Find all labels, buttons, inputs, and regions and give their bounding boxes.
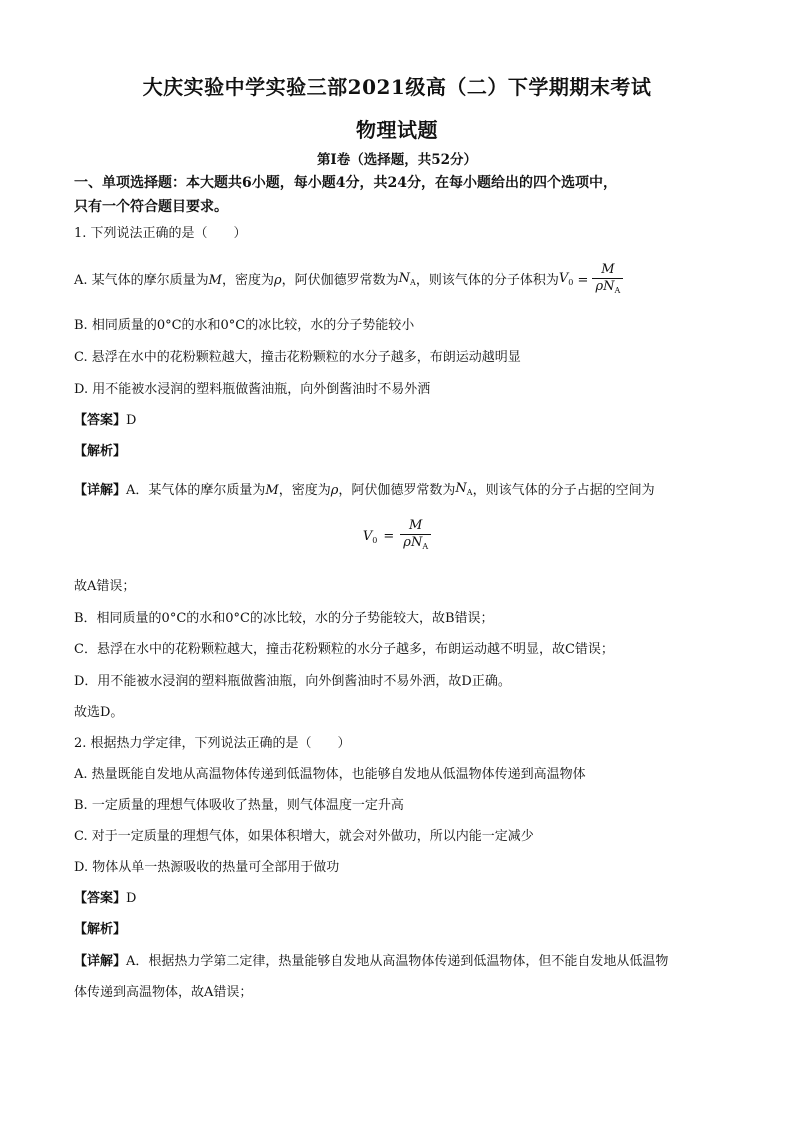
section-heading: 第Ⅰ卷（选择题，共52分） (316, 152, 478, 168)
detail-tag: 【详解】 (74, 483, 127, 498)
q2-analysis-tag: 【解析】 (74, 922, 127, 937)
q1-option-a-rho: ρ (273, 272, 282, 288)
q1-option-a-mid: ，密度为 (221, 272, 274, 288)
q2-detail-a-line2: 体传递到高温物体，故A错误； (74, 985, 253, 1000)
q1-option-b: B. 相同质量的0°C的水和0°C的冰比较，水的分子势能较小 (74, 318, 415, 333)
q1-option-a-mid2: ，阿伏伽德罗常数为 (281, 272, 399, 288)
answer-tag: 【答案】 (74, 413, 127, 428)
instruction-line-1: 一、单项选择题：本大题共6小题，每小题4分，共24分，在每小题给出的四个选项中， (74, 175, 617, 191)
q1-option-a-fraction: $\frac{M}{\rho N_A}$ (592, 262, 623, 299)
q1-final: 故选D。 (74, 705, 124, 720)
q1-detail-a: 【详解】 A．某气体的摩尔质量为 M ，密度为 ρ ，阿伏伽德罗常数为 $N_A$ ，则该气体的分子占据的空间为 (74, 481, 655, 498)
q1-option-a-M: M (208, 272, 222, 288)
q1-stem: 1. 下列说法正确的是（ ） (74, 226, 247, 241)
q2-option-b: B. 一定质量的理想气体吸收了热量，则气体温度一定升高 (74, 798, 404, 813)
q2-option-c: C. 对于一定质量的理想气体，如果体积增大，就会对外做功，所以内能一定减少 (74, 829, 534, 844)
q1-option-a-equals: = (573, 272, 593, 288)
instruction-line-2: 只有一个符合题目要求。 (74, 199, 228, 215)
q1-detail-c: C．悬浮在水中的花粉颗粒越大，撞击花粉颗粒的水分子越多，布朗运动越不明显，故C错误； (74, 642, 614, 657)
answer-value: D (126, 413, 137, 428)
q2-option-a: A. 热量既能自发地从高温物体传递到低温物体，也能够自发地从低温物体传递到高温物体 (74, 767, 586, 782)
q1-conclude-a: 故A错误； (74, 579, 136, 594)
q1-detail-d: D．用不能被水浸润的塑料瓶做酱油瓶，向外倒酱油时不易外洒，故D正确。 (74, 674, 511, 689)
q1-option-d: D. 用不能被水浸润的塑料瓶做酱油瓶，向外倒酱油时不易外洒 (74, 382, 431, 397)
q1-option-a-N: $N_A$ (398, 270, 416, 287)
q2-detail-a-line1: 【详解】A．根据热力学第二定律，热量能够自发地从高温物体传递到低温物体，但不能自发地从低温物 (74, 954, 669, 969)
q1-equation: $V_0$ = $\frac{M}{\rho N_A}$ (0, 518, 794, 555)
q1-option-c: C. 悬浮在水中的花粉颗粒越大，撞击花粉颗粒的水分子越多，布朗运动越明显 (74, 350, 521, 365)
q1-analysis-tag: 【解析】 (74, 444, 127, 459)
q1-option-a-text: A. 某气体的摩尔质量为 (74, 272, 209, 288)
q1-answer (74, 412, 136, 430)
q1-option-a-V0: $V_0$ (558, 270, 574, 287)
q1-detail-b: B．相同质量的0°C的水和0°C的冰比较，水的分子势能较大，故B错误； (74, 611, 494, 626)
exam-title: 大庆实验中学实验三部2021级高（二）下学期期末考试 (142, 75, 652, 99)
q2-answer: 【答案】D (74, 891, 137, 906)
q1-option-a (74, 262, 623, 299)
subject-title: 物理试题 (356, 118, 438, 142)
q1-option-a-end: ，则该气体的分子体积为 (415, 272, 559, 288)
q2-stem: 2. 根据热力学定律，下列说法正确的是（ ） (74, 736, 351, 751)
q2-option-d: D. 物体从单一热源吸收的热量可全部用于做功 (74, 860, 340, 875)
